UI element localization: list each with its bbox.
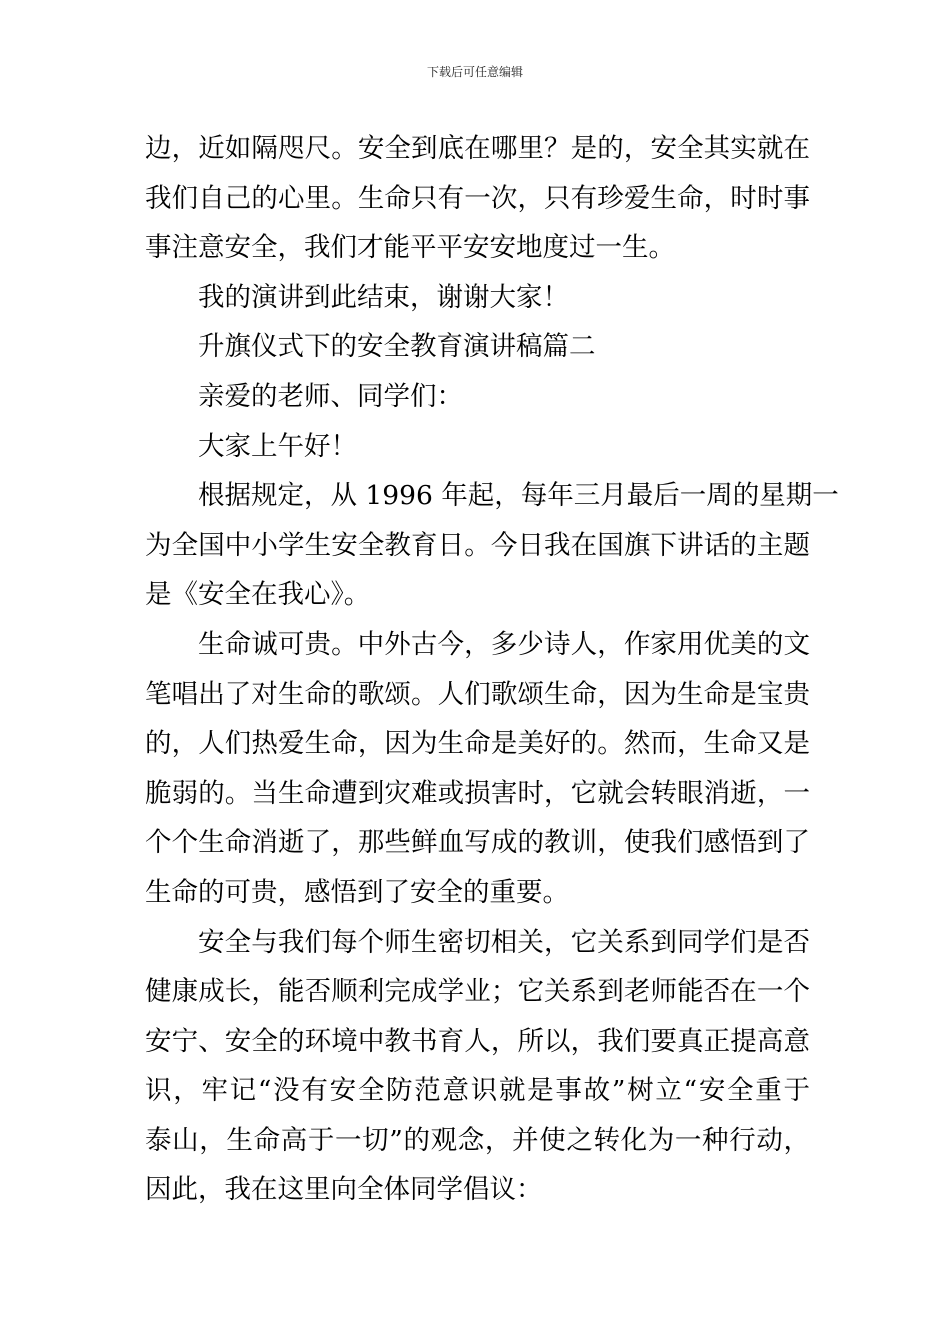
text-line: 脆弱的。当生命遭到灾难或损害时，它就会转眼消逝，一: [145, 777, 810, 809]
section-heading: 升旗仪式下的安全教育演讲稿篇二: [198, 331, 596, 363]
text-line: 大家上午好！: [198, 430, 357, 462]
text-line: 边，近如隔咫尺。安全到底在哪里？是的，安全其实就在: [145, 133, 810, 164]
text-line: 我们自己的心里。生命只有一次，只有珍爱生命，时时事: [145, 182, 810, 214]
text-line: 个个生命消逝了，那些鲜血写成的教训，使我们感悟到了: [145, 827, 810, 859]
text-line: 事注意安全，我们才能平平安安地度过一生。: [145, 232, 675, 264]
text-line: 根据规定，从 1996 年起，每年三月最后一周的星期一: [198, 480, 839, 512]
text-line: 因此，我在这里向全体同学倡议：: [145, 1174, 543, 1206]
text-line: 的，人们热爱生命，因为生命是美好的。然而，生命又是: [145, 728, 810, 760]
text-line: 安全与我们每个师生密切相关，它关系到同学们是否: [198, 926, 810, 958]
text-line: 安宁、安全的环境中教书育人，所以，我们要真正提高意: [145, 1025, 810, 1057]
text-line: 健康成长，能否顺利完成学业；它关系到老师能否在一个: [145, 976, 810, 1008]
text-line: 生命的可贵，感悟到了安全的重要。: [145, 876, 569, 908]
page-header-note: 下载后可任意编辑: [426, 65, 523, 79]
text-line: 泰山，生命高于一切”的观念，并使之转化为一种行动，: [145, 1124, 810, 1156]
text-line: 为全国中小学生安全教育日。今日我在国旗下讲话的主题: [145, 529, 810, 561]
text-line: 生命诚可贵。中外古今，多少诗人，作家用优美的文: [198, 628, 810, 660]
text-line: 识，牢记“没有安全防范意识就是事故”树立“安全重于: [145, 1075, 810, 1107]
document-body: [145, 124, 839, 1215]
text-line: 我的演讲到此结束，谢谢大家！: [198, 281, 569, 313]
text-line: 是《安全在我心》。: [145, 579, 371, 611]
text-line: 笔唱出了对生命的歌颂。人们歌颂生命，因为生命是宝贵: [145, 678, 810, 710]
text-line: 亲爱的老师、同学们：: [198, 380, 463, 412]
